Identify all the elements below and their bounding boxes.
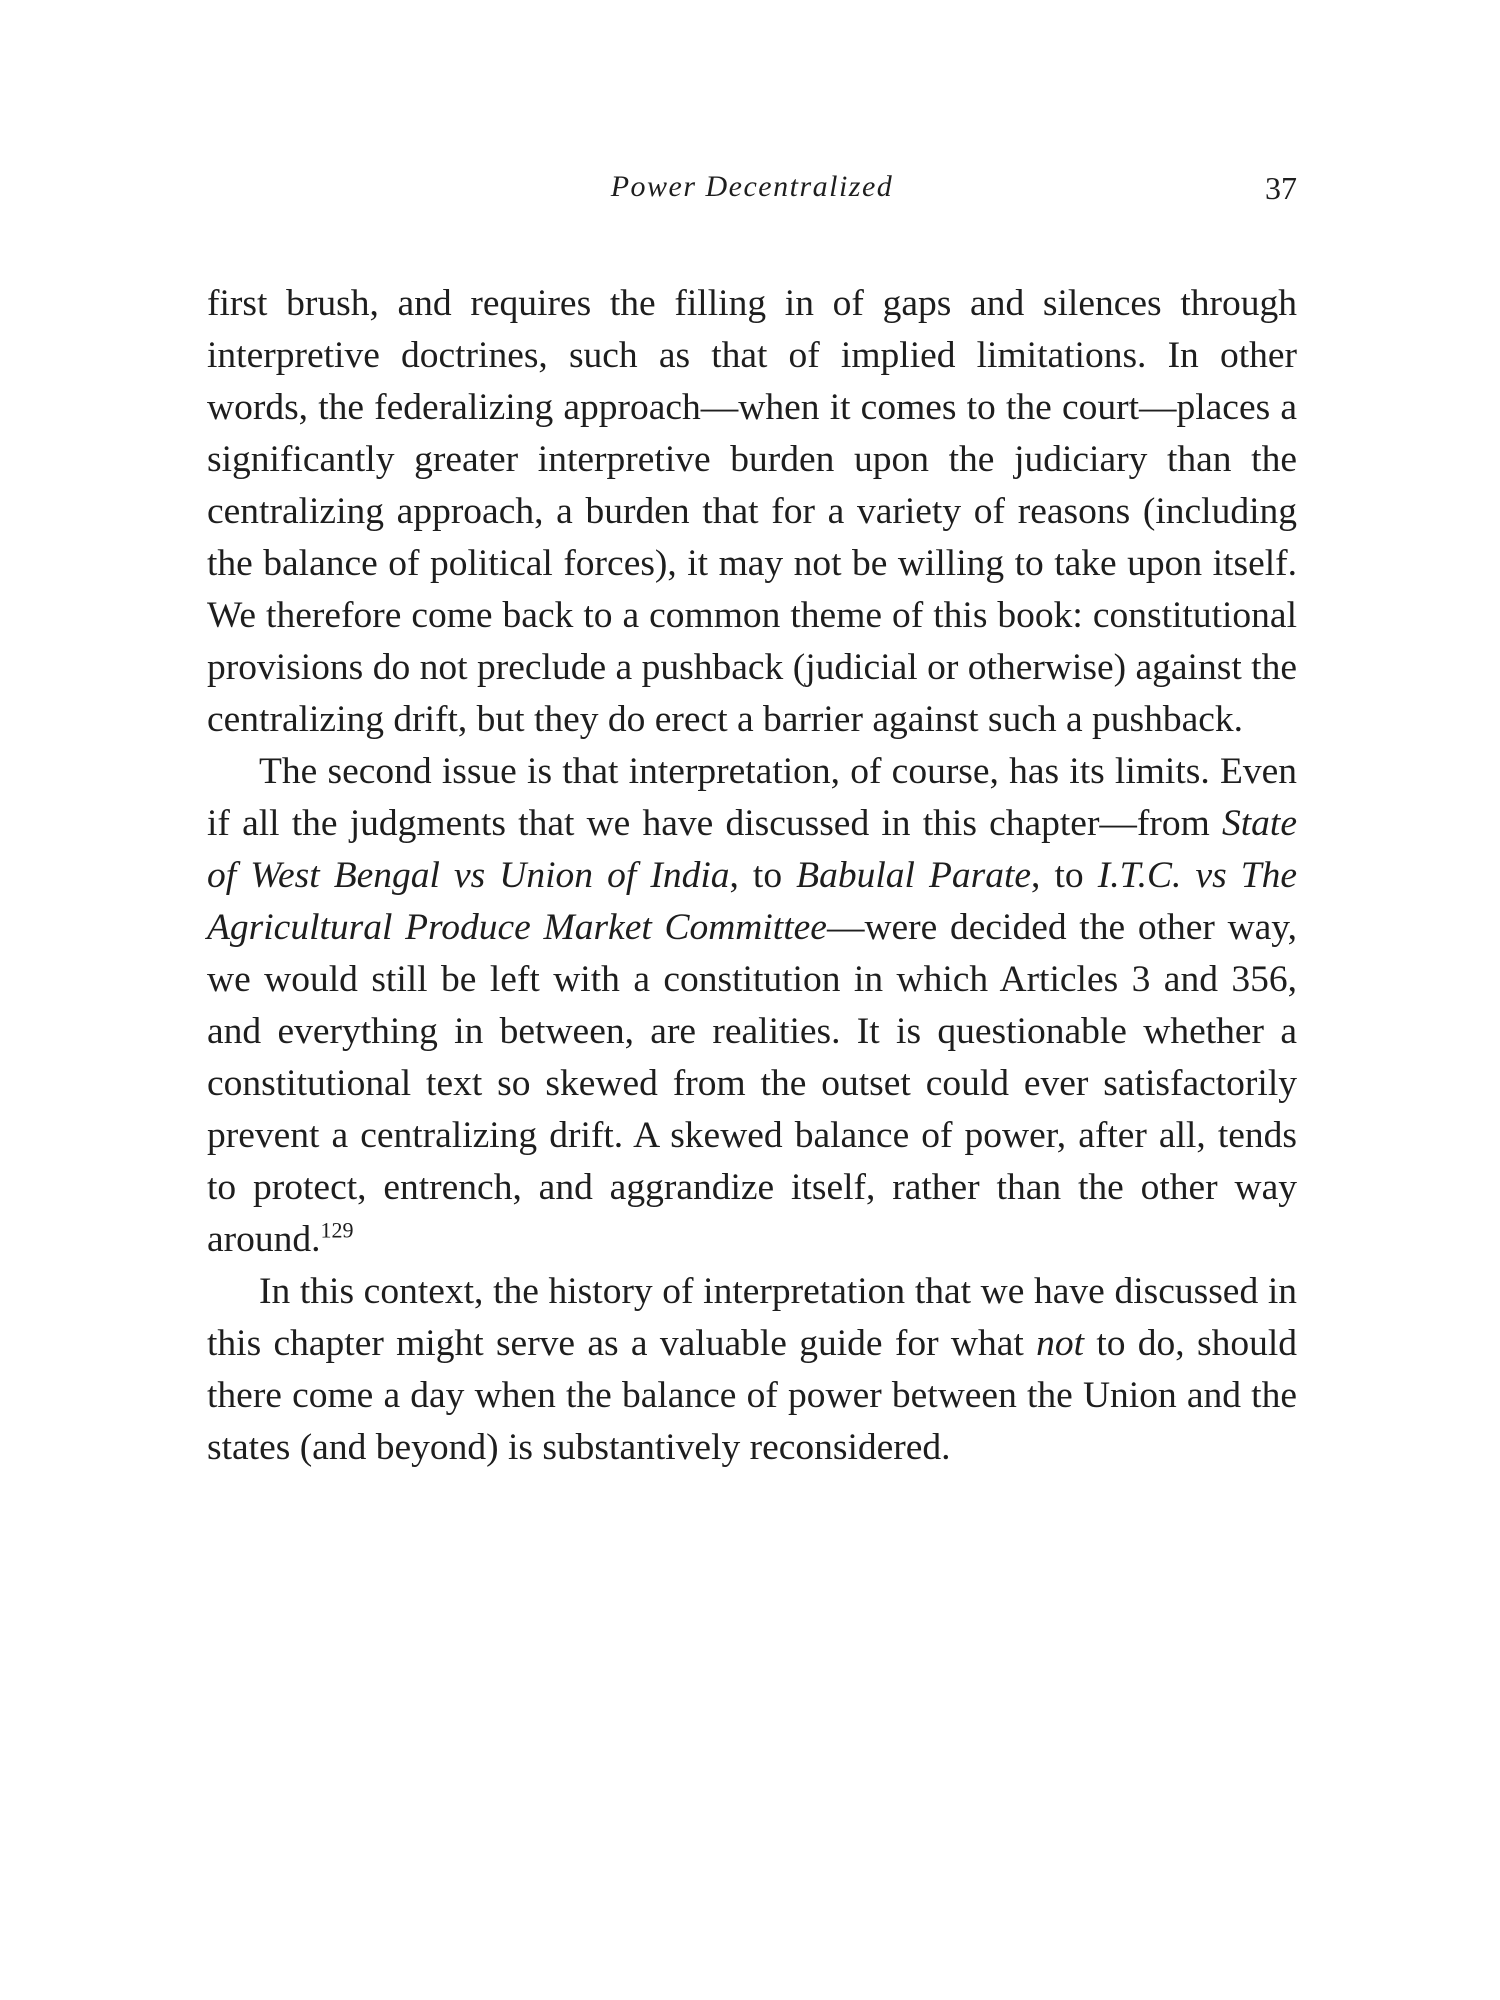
paragraph-1-text: first brush, and requires the filling in of gaps and silences through interpretive doctrines, such as that of implied limitations. In other words, the federalizing approach—when it comes to the court—places a significantly greater interpretive burden upon the judiciary than the centralizing approach, a burden that for a variety of reasons (including the balance of political forces), it may not be willing to take upon itself. We therefore come back to a common theme of this book: constitutional provisions do not preclude a pushback (judicial or otherwise) against the centralizing drift, but they do erect a barrier against such a pushback.	[207, 283, 1297, 740]
case-name-babulal-parate: Babulal Parate	[796, 855, 1032, 896]
paragraph-3	[207, 1266, 1297, 1474]
paragraph-2-text-b: , to	[729, 855, 797, 896]
paragraph-3-text-b: to do, should there come a day when the balance of power between the Union and the states (and beyond) is substantively reconsidered.	[207, 1323, 1298, 1468]
paragraph-2-text-c: , to	[1031, 855, 1098, 896]
case-name-west-bengal: State of West Bengal vs Union of India	[207, 803, 1297, 896]
paragraph-2-text-d: —were decided the other way, we would still be left with a constitution in which Articles 3 and 356, and everything in between, are realities. It is questionable whether a constitutional text so skewed from the outset could ever satisfactorily prevent a centralizing drift. A skewed balance of power, after all, tends to protect, entrench, and aggrandize itself, rather than the other way around.	[207, 907, 1297, 1260]
paragraph-2-text-a: The second issue is that interpretation, of course, has its limits. Even if all the judgments that we have discussed in this chapter—from	[207, 751, 1297, 844]
body-text	[207, 278, 1297, 1474]
running-head	[207, 170, 1297, 220]
paragraph-2	[207, 746, 1297, 1266]
page-number: 37	[1265, 170, 1297, 206]
emphasis-not: not	[1036, 1323, 1085, 1364]
case-name-itc: I.T.C. vs The Agricultural Produce Market Committee	[207, 855, 1298, 948]
paragraph-3-text-a: In this context, the history of interpretation that we have discussed in this chapter might serve as a valuable guide for what	[207, 1271, 1297, 1364]
footnote-marker: 129	[320, 1217, 354, 1243]
paragraph-1	[207, 278, 1297, 746]
running-title: Power Decentralized	[610, 170, 894, 203]
